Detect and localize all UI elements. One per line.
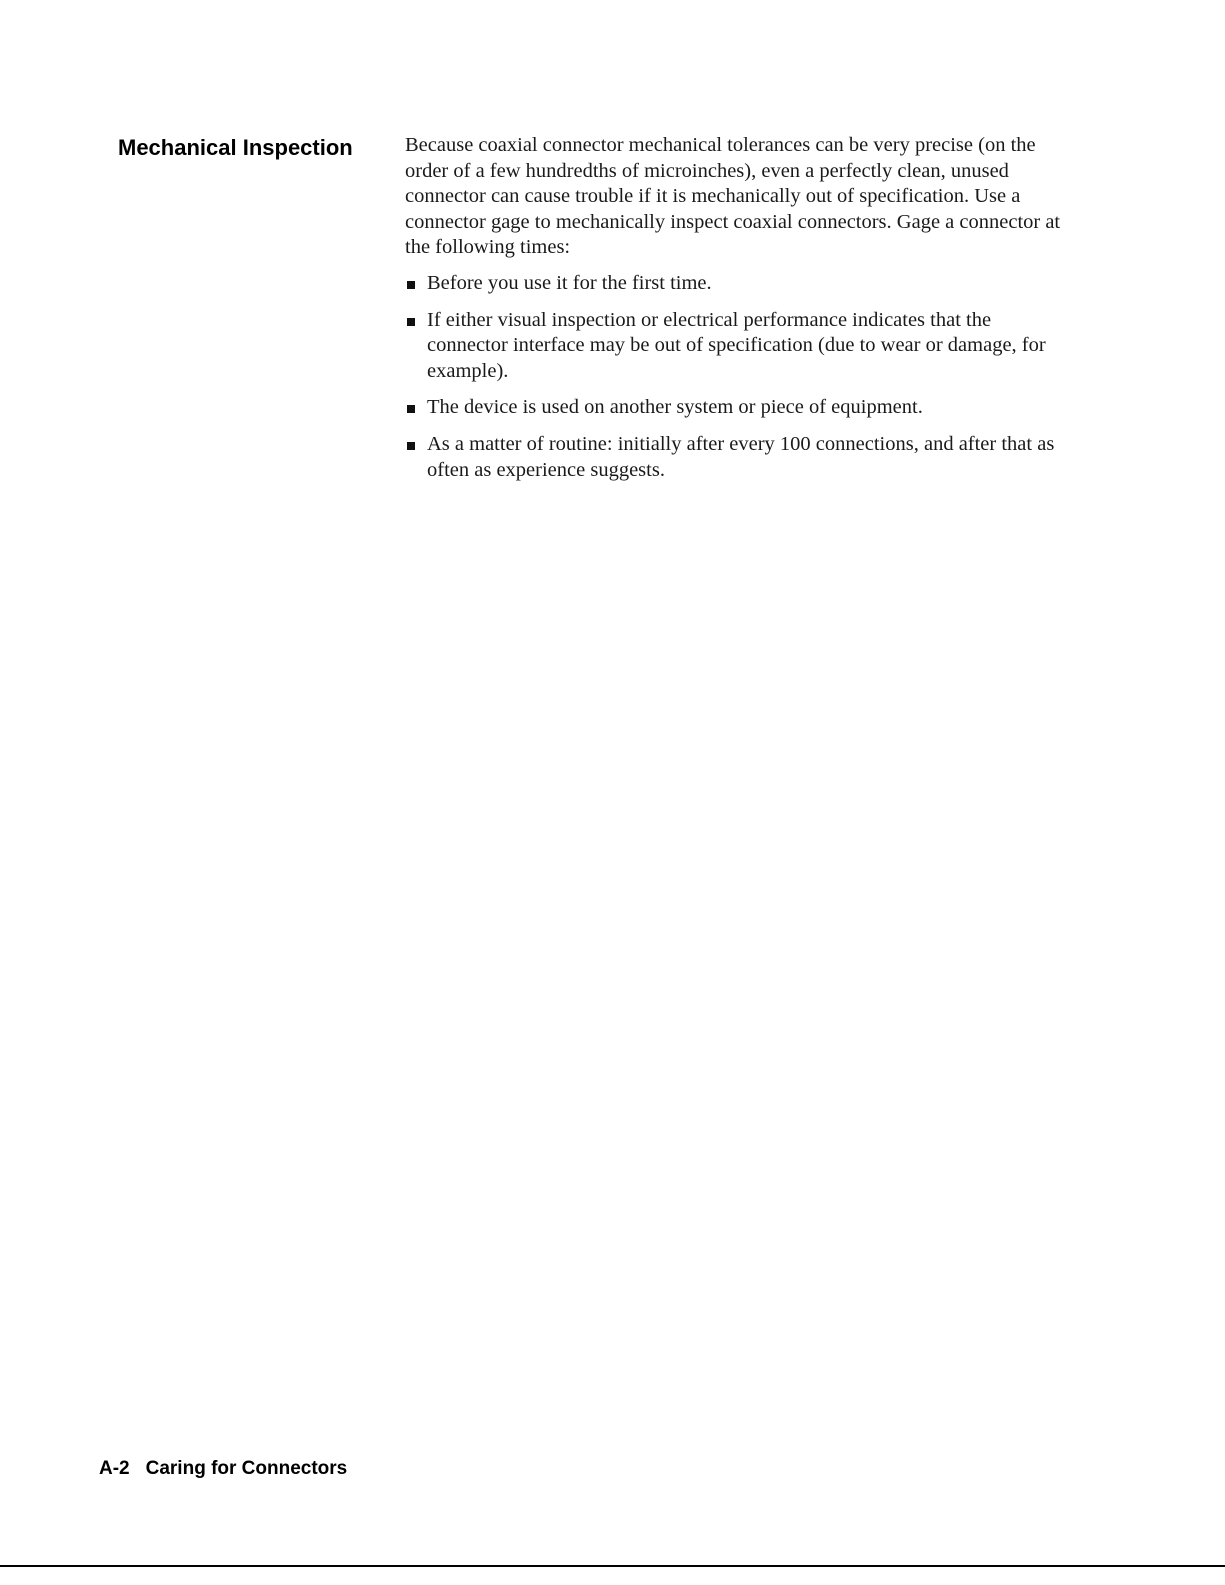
chapter-title: Caring for Connectors [145,1458,348,1479]
list-item [405,308,1075,385]
list-item-text: If either visual inspection or electrical performance indicates that the connector interface may be out of specification (due to wear or damage, for example). [427,308,1046,382]
square-bullet-icon [407,442,415,450]
page-footer [99,1457,347,1481]
intro-paragraph: Because coaxial connector mechanical tolerances can be very precise (on the order of a few hundredths of microinches), even a perfectly clean, unused connector can cause trouble if it is mechanically out of specification. Use a connector gage to mechanically inspect coaxial connectors. Gage a connector at the following times: [405,134,1061,259]
list-item [405,395,1075,421]
square-bullet-icon [407,318,415,326]
section-heading: Mechanical Inspection [118,135,353,160]
list-item-text: Before you use it for the first time. [427,271,712,294]
square-bullet-icon [407,405,415,413]
page-bottom-divider [0,1565,1225,1567]
page-number: A-2 [99,1458,130,1479]
list-item-text: The device is used on another system or piece of equipment. [427,396,923,419]
list-item [405,271,1075,297]
list-item [405,432,1075,483]
list-item-text: As a matter of routine: initially after every 100 connections, and after that as often as experience suggests. [427,432,1055,481]
square-bullet-icon [407,281,415,289]
inspection-times-list [405,271,1075,483]
section-body [405,133,1075,494]
